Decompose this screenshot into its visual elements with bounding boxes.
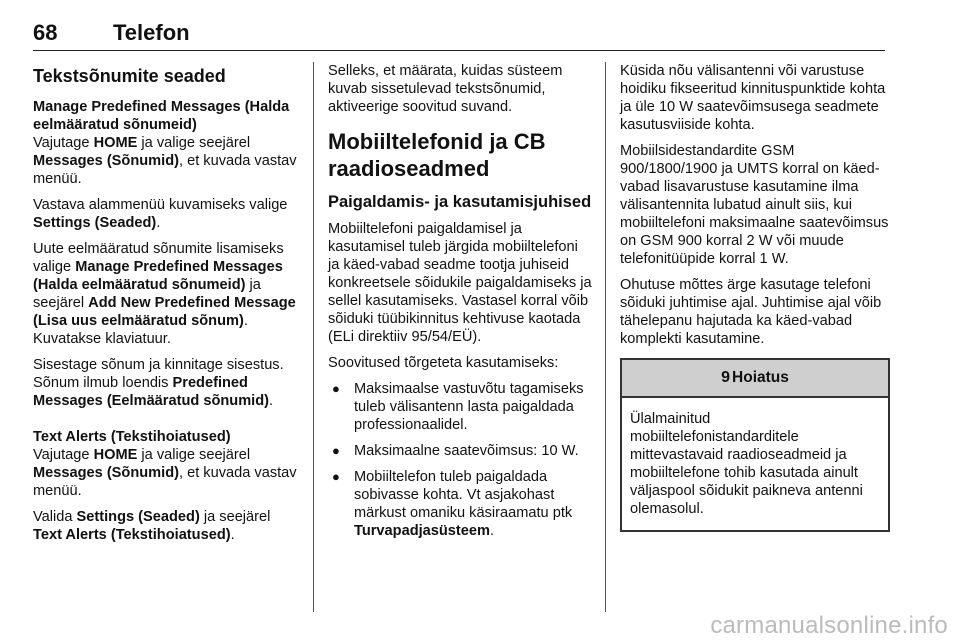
bullet-list xyxy=(328,380,592,540)
paragraph: Vajutage HOME ja valige seejärel Messages (Sõnumid), et kuvada vastav menüü. xyxy=(33,447,297,499)
warning-box xyxy=(620,358,890,532)
section-heading: Tekstsõnumite seaded xyxy=(33,66,226,86)
warning-header xyxy=(622,360,888,398)
section-title: Telefon xyxy=(113,20,190,45)
paragraph: Mobiilsidestandardite GSM 900/1800/1900 ja UMTS korral on käed-vabad lisavarustuse kasutamine ilma välisantennita lubatud ainult siis, kui mobiiltelefoni maksimaalne saatevõimsus on GSM 900 korral 2 W või muude telefonitüüpide korral 1 W. xyxy=(620,143,889,267)
paragraph: Sisestage sõnum ja kinnitage sisestus. Sõnum ilmub loendis Predefined Messages (Eelmääratud sõnumid). xyxy=(33,357,284,409)
subsection-heading: Manage Predefined Messages (Halda eelmääratud sõnumeid) xyxy=(33,99,290,133)
column-3 xyxy=(620,62,890,532)
column-divider xyxy=(605,62,606,612)
paragraph: Selleks, et määrata, kuidas süsteem kuvab sissetulevad tekstsõnumid, aktiveerige soovitud suvand. xyxy=(328,63,563,115)
section-heading: Paigaldamis- ja kasutamisjuhised xyxy=(328,193,592,211)
paragraph: Ohutuse mõttes ärge kasutage telefoni sõiduki juhtimise ajal. Juhtimise ajal võib tähelepanu hajutada ka käed-vabad komplekti kasutamine. xyxy=(620,277,882,347)
warning-title: Hoiatus xyxy=(732,369,789,386)
list-item: ● Maksimaalse vastuvõtu tagamiseks tuleb välisantenn lasta paigaldada professionaalidel. xyxy=(328,380,592,434)
paragraph: Vajutage HOME ja valige seejärel Messages (Sõnumid), et kuvada vastav menüü. xyxy=(33,135,297,187)
subsection-heading: Text Alerts (Tekstihoiatused) xyxy=(33,429,231,445)
paragraph: Valida Settings (Seaded) ja seejärel Text Alerts (Tekstihoiatused). xyxy=(33,509,271,543)
paragraph: Soovitused tõrgeteta kasutamiseks: xyxy=(328,355,559,371)
paragraph: Küsida nõu välisantenni või varustuse hoidiku fikseeritud kinnituspunktide kohta ja üle 10 W saatevõimsusega seadmete kasutusviiside kohta. xyxy=(620,63,886,133)
paragraph: Vastava alammenüü kuvamiseks valige Settings (Seaded). xyxy=(33,197,288,231)
list-item: ● Mobiiltelefon tuleb paigaldada sobivasse kohta. Vt asjakohast märkust omaniku käsiraamatu ptk Turvapadjasüsteem. xyxy=(328,468,592,540)
paragraph: Uute eelmääratud sõnumite lisamiseks valige Manage Predefined Messages (Halda eelmääratud sõnumeid) ja seejärel Add New Predefined Message (Lisa uus eelmääratud sõnum). Kuvatakse klaviatuur. xyxy=(33,241,296,347)
page-number: 68 xyxy=(33,20,58,45)
header-rule xyxy=(33,50,885,51)
column-2 xyxy=(328,62,592,548)
column-divider xyxy=(313,62,314,612)
column-1 xyxy=(33,62,303,552)
paragraph: Mobiiltelefoni paigaldamisel ja kasutamisel tuleb järgida mobiiltelefoni ja käed-vabad seadme tootja juhiseid konkreetsele sõidukile paigaldamiseks ja sellel kasutamiseks. Vastasel korral võib sõiduki tüübikinnitus kehtivuse kaotada (ELi direktiiv 95/54/EÜ). xyxy=(328,221,592,345)
watermark: carmanualsonline.info xyxy=(710,612,948,639)
chapter-heading: Mobiiltelefonid ja CB raadioseadmed xyxy=(328,129,546,181)
list-item: ● Maksimaalne saatevõimsus: 10 W. xyxy=(328,442,592,460)
warning-icon: 9 xyxy=(721,369,731,386)
warning-text: Ülalmainitud mobiiltelefonistandarditele mittevastavaid raadioseadmeid ja mobiiltelefone tohib kasutada ainult väljaspool sõidukit paikneva antenni olemasolul. xyxy=(630,411,863,517)
